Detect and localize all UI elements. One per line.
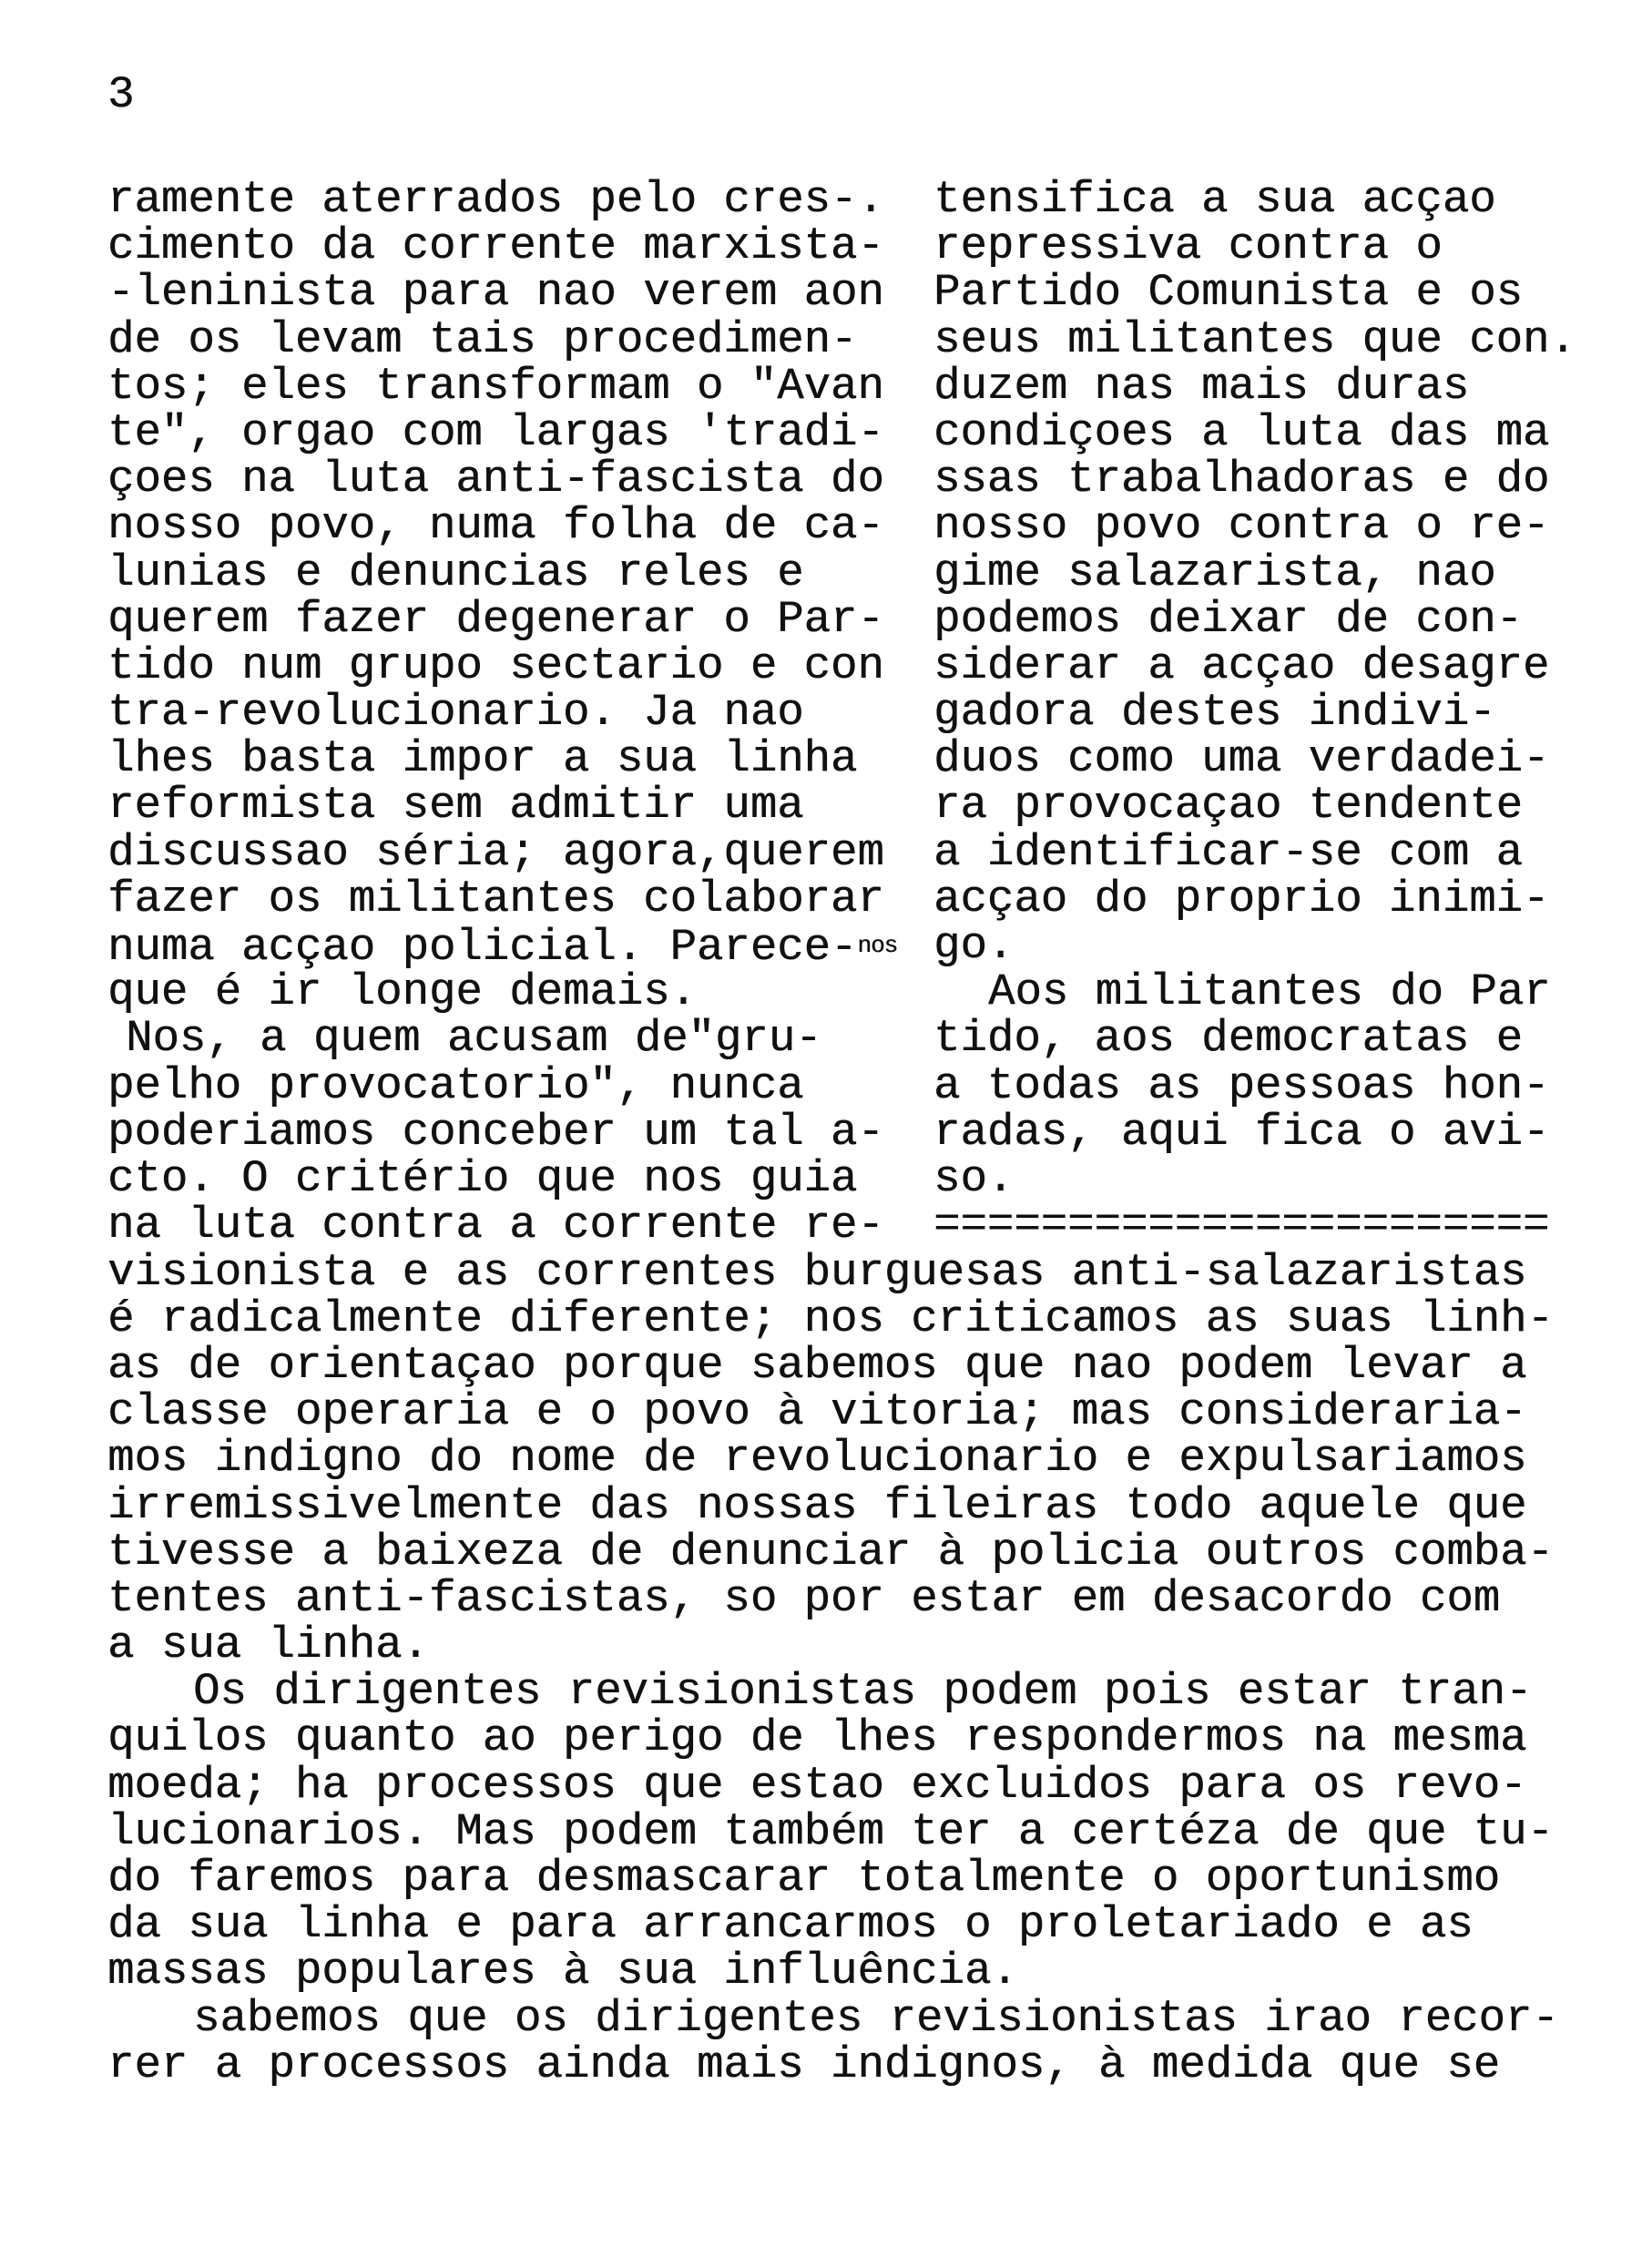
left-column-line: fazer os militantes colaborar xyxy=(107,873,884,925)
left-column-line: pelho provocatorio", nunca xyxy=(107,1059,804,1111)
right-column-line: radas, aqui fica o avi- xyxy=(933,1106,1550,1158)
left-column-line: tos; eles transformam o "Avan xyxy=(107,360,884,412)
left-column-paragraph-start: Nos, a quem acusam de"gru- xyxy=(126,1013,822,1065)
right-column-line: Partido Comunista e os xyxy=(933,267,1523,319)
body-line: a sua linha. xyxy=(107,1619,429,1671)
body-paragraph-start: Os dirigentes revisionistas podem pois estar tran- xyxy=(193,1666,1533,1718)
left-column-line: çoes na luta anti-fascista do xyxy=(107,454,884,506)
left-column-line: poderiamos conceber um tal a- xyxy=(107,1106,884,1158)
right-column-line: go. xyxy=(933,920,1015,971)
right-column-line: gadora destes indivi- xyxy=(933,687,1496,739)
body-paragraph-start: sabemos que os dirigentes revisionistas irao recor- xyxy=(193,1992,1559,2044)
right-column-line: ra provocaçao tendente xyxy=(933,780,1523,832)
left-column-line: lunias e denuncias reles e xyxy=(107,547,804,598)
body-line: do faremos para desmascarar totalmente o oportunismo xyxy=(107,1853,1501,1905)
body-line: lucionarios. Mas podem também ter a certéza de que tu- xyxy=(107,1805,1554,1857)
body-line: tivesse a baixeza de denunciar à policia outros comba- xyxy=(107,1526,1554,1578)
left-column-line: na luta contra a corrente re- xyxy=(107,1200,884,1251)
left-column-line: tra-revolucionario. Ja nao xyxy=(107,687,804,739)
right-column-line: repressiva contra o xyxy=(933,220,1443,272)
left-column-line: querem fazer degenerar o Par- xyxy=(107,593,884,645)
body-line: as de orientaçao porque sabemos que nao podem levar a xyxy=(107,1339,1527,1391)
left-column-line: cimento da corrente marxista- xyxy=(107,220,884,272)
right-column-line: a identificar-se com a xyxy=(933,826,1523,878)
left-column-line-with-suffix xyxy=(107,922,927,973)
right-column-line: siderar a acçao desagre xyxy=(933,639,1550,691)
body-line: moeda; ha processos que estao excluidos para os revo- xyxy=(107,1759,1527,1811)
body-line: da sua linha e para arrancarmos o proletariado e as xyxy=(107,1899,1474,1951)
left-column xyxy=(107,174,927,1251)
left-column-line: de os levam tais procedimen- xyxy=(107,313,858,365)
left-column-line: ramente aterrados pelo cres-. xyxy=(107,174,884,225)
body-line: quilos quanto ao perigo de lhes respondermos na mesma xyxy=(107,1712,1527,1764)
left-column-line: te", orgao com largas 'tradi- xyxy=(107,406,884,458)
left-column-line: que é ir longe demais. xyxy=(107,966,697,1018)
right-column-line: condiçoes a luta das ma xyxy=(933,406,1550,458)
body-line: tentes anti-fascistas, so por estar em desacordo com xyxy=(107,1572,1501,1624)
left-column-line: nosso povo, numa folha de ca- xyxy=(107,500,884,552)
right-column-line: a todas as pessoas hon- xyxy=(933,1059,1550,1111)
right-column-line: acçao do proprio inimi- xyxy=(933,873,1550,925)
full-width-body xyxy=(107,1246,1583,2090)
right-column-line: so. xyxy=(933,1152,1015,1204)
left-column-line-text: numa acçao policial. Parece- xyxy=(107,922,858,973)
right-column-line: gime salazarista, nao xyxy=(933,547,1496,598)
right-column-line: duzem nas mais duras xyxy=(933,360,1470,412)
left-column-line: -leninista para nao verem aon xyxy=(107,267,884,319)
body-line: visionista e as correntes burguesas anti-salazaristas xyxy=(107,1246,1527,1298)
right-column-line: tido, aos democratas e xyxy=(933,1013,1523,1065)
body-line: massas populares à sua influência. xyxy=(107,1946,1018,1997)
left-column-line: cto. O critério que nos guia xyxy=(107,1152,858,1204)
right-column-line: nosso povo contra o re- xyxy=(933,500,1550,552)
left-column-line: discussao séria; agora,querem xyxy=(107,826,884,878)
body-line: rer a processos ainda mais indignos, à medida que se xyxy=(107,2038,1501,2090)
body-line: mos indigno do nome de revolucionario e expulsariamos xyxy=(107,1433,1527,1485)
page-number: 3 xyxy=(107,69,135,120)
right-column-line: tensifica a sua acçao xyxy=(933,174,1496,225)
right-column-line: ssas trabalhadoras e do xyxy=(933,454,1550,506)
right-column-line: podemos deixar de con- xyxy=(933,593,1523,645)
small-typed-suffix: nos xyxy=(857,932,898,959)
body-line: classe operaria e o povo à vitoria; mas consideraria- xyxy=(107,1386,1527,1438)
right-column-line: duos como uma verdadei- xyxy=(933,733,1550,785)
body-line: é radicalmente diferente; nos criticamos as suas linh- xyxy=(107,1292,1554,1344)
section-divider-rule: ======================= xyxy=(933,1200,1550,1251)
right-column-paragraph-start: Aos militantes do Par xyxy=(988,966,1551,1018)
right-column xyxy=(933,174,1576,1251)
left-column-line: tido num grupo sectario e con xyxy=(107,639,884,691)
left-column-line: reformista sem admitir uma xyxy=(107,780,804,832)
body-line: irremissivelmente das nossas fileiras todo aquele que xyxy=(107,1479,1527,1531)
right-column-line: seus militantes que con. xyxy=(933,313,1576,365)
left-column-line: lhes basta impor a sua linha xyxy=(107,733,858,785)
